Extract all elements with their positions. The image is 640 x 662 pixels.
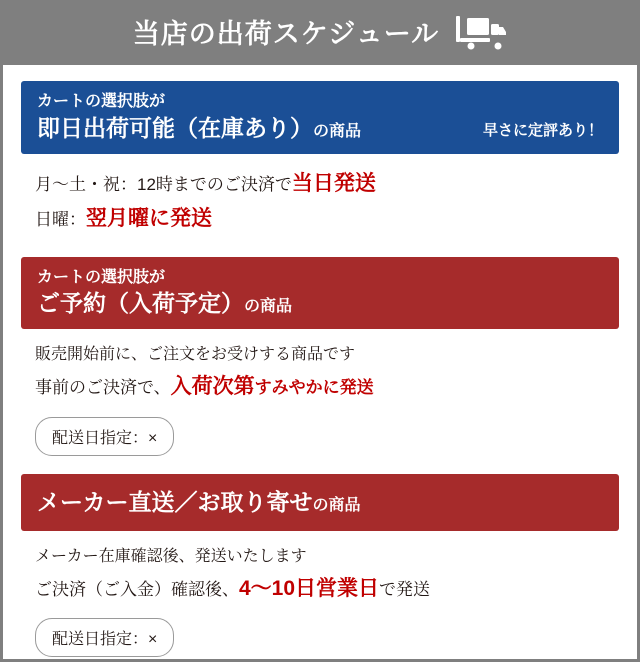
detail-line-direct-ship — [35, 573, 605, 605]
schedule-content — [3, 65, 637, 657]
section-band-direct-shipping — [21, 474, 619, 531]
band-title-main-in-stock: 即日出荷可能（在庫あり） — [37, 114, 313, 141]
band-title-suffix-direct-shipping: の商品 — [312, 496, 361, 514]
section-band-reservation — [21, 257, 619, 330]
band-subtitle-in-stock: カートの選択肢が — [37, 93, 166, 110]
detail-line-weekday — [35, 168, 605, 200]
page-header — [3, 3, 637, 65]
detail-line-sunday-prefix: 日曜： — [35, 210, 86, 230]
band-title-suffix-reservation: の商品 — [244, 298, 293, 316]
section-band-in-stock — [21, 81, 619, 154]
detail-direct-shipping — [21, 531, 619, 605]
band-title-main-direct-shipping: メーカー直送／お取り寄せ — [37, 488, 313, 515]
detail-line-direct-prefix: ご決済（ご入金）確認後、 — [35, 579, 239, 599]
detail-reservation — [21, 329, 619, 403]
detail-line-direct-suffix: で発送 — [379, 579, 431, 599]
band-note-in-stock: 早さに定評あり！ — [482, 121, 603, 139]
delivery-truck-icon — [455, 14, 507, 55]
band-title-suffix-in-stock: の商品 — [313, 122, 362, 140]
detail-line-reservation-lead: 販売開始前に、ご注文をお受けする商品です — [35, 346, 356, 364]
detail-line-weekday-prefix: 月～土・祝：12時までのご決済で — [35, 174, 292, 194]
detail-line-sunday-emphasis: 翌月曜に発送 — [86, 207, 212, 231]
detail-in-stock — [21, 154, 619, 235]
detail-line-direct-lead: メーカー在庫確認後、発送いたします — [35, 547, 307, 565]
detail-line-reservation-emphasis: 入荷次第 — [170, 375, 255, 399]
band-title-main-reservation: ご予約（入荷予定） — [37, 290, 244, 317]
page-title: 当店の出荷スケジュール — [132, 18, 440, 49]
band-title-reservation — [37, 288, 603, 319]
delivery-date-pill-direct-shipping: 配送日指定：× — [35, 618, 174, 657]
detail-line-reservation-suffix: すみやかに発送 — [254, 378, 374, 398]
band-subtitle-reservation: カートの選択肢が — [37, 268, 166, 286]
band-title-direct-shipping — [37, 487, 361, 518]
detail-line-direct-emphasis: 4～10日営業日 — [239, 576, 380, 600]
detail-line-reservation-ship — [35, 371, 605, 403]
detail-line-sunday — [35, 203, 605, 235]
detail-line-reservation-prefix: 事前のご決済で、 — [35, 378, 171, 398]
delivery-date-pill-reservation: 配送日指定：× — [35, 417, 174, 456]
detail-line-weekday-emphasis: 当日発送 — [291, 171, 376, 195]
